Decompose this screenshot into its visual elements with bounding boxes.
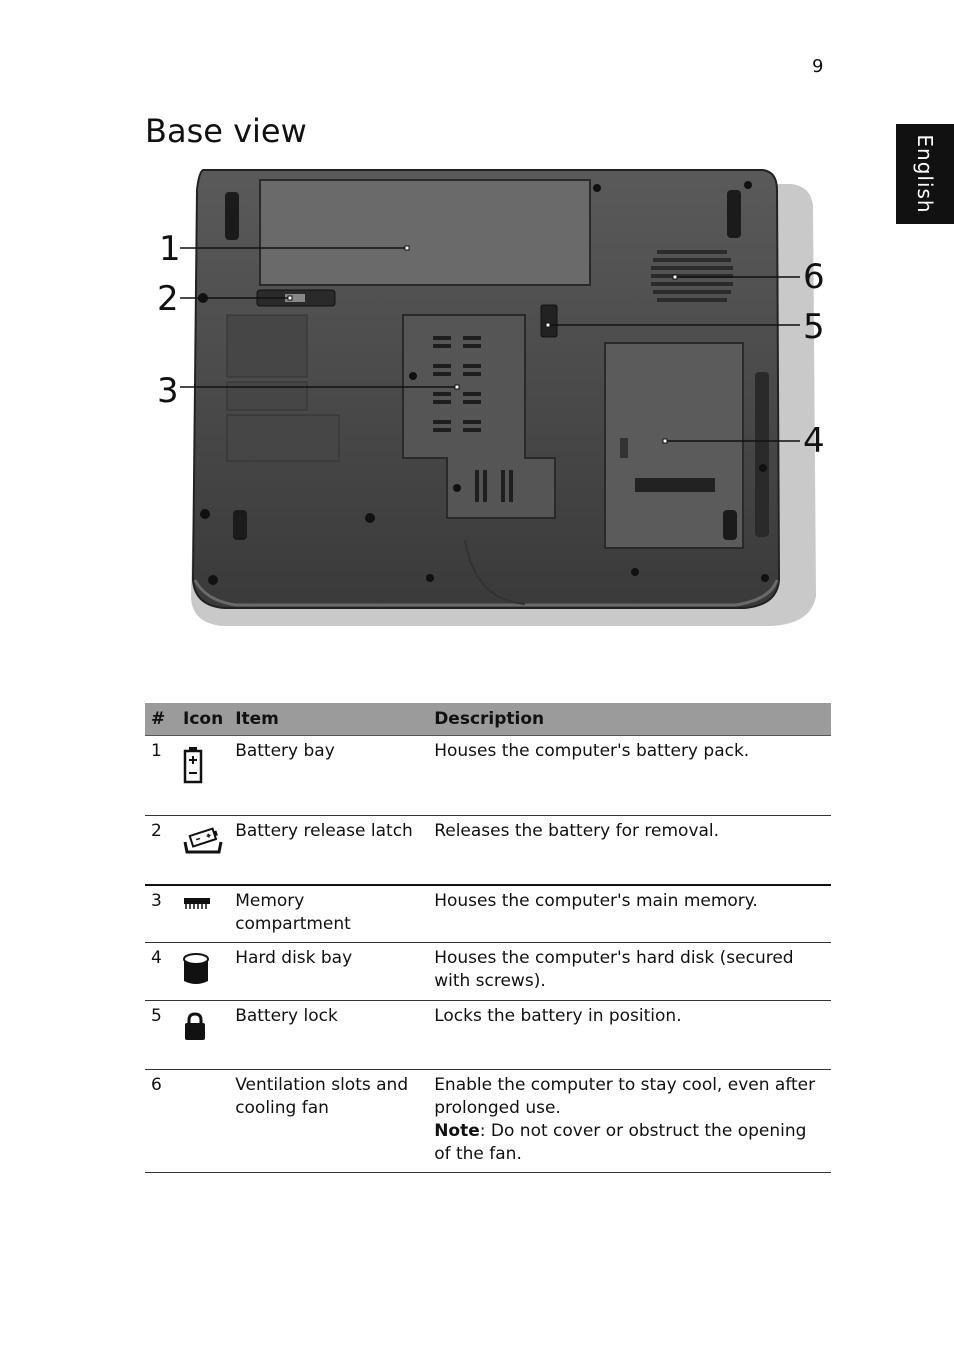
battery-icon	[183, 746, 203, 784]
battery-release-icon	[183, 826, 223, 856]
laptop-base-illustration	[145, 160, 835, 640]
row-item: Battery release latch	[229, 816, 428, 885]
components-table	[145, 703, 831, 1173]
row-description: Houses the computer's main memory.	[428, 885, 831, 943]
row-item: Battery lock	[229, 1000, 428, 1069]
language-tab	[896, 124, 954, 224]
page-number: 9	[812, 56, 824, 77]
row-item: Memory compartment	[229, 885, 428, 943]
table-row	[145, 942, 831, 1000]
table-row	[145, 816, 831, 885]
note-label: Note	[434, 1120, 480, 1141]
icon-cell	[177, 816, 229, 885]
table-row	[145, 1069, 831, 1172]
row-item: Battery bay	[229, 736, 428, 816]
laptop-base-figure	[145, 160, 835, 640]
icon-cell	[177, 736, 229, 816]
callout-6: 6	[803, 257, 825, 297]
language-tab-label: English	[913, 134, 937, 214]
row-number: 4	[145, 942, 177, 1000]
table-row	[145, 736, 831, 816]
table-row	[145, 1000, 831, 1069]
row-description: Houses the computer's hard disk (secured with screws).	[428, 942, 831, 1000]
header-number: #	[145, 703, 177, 736]
row-description: Locks the battery in position.	[428, 1000, 831, 1069]
note-text: : Do not cover or obstruct the opening of the fan.	[434, 1120, 807, 1164]
callout-3: 3	[157, 371, 179, 411]
callout-2: 2	[157, 279, 179, 319]
header-description: Description	[428, 703, 831, 736]
table-row	[145, 885, 831, 943]
icon-cell	[177, 1000, 229, 1069]
row-description: Releases the battery for removal.	[428, 816, 831, 885]
row-description-text: Enable the computer to stay cool, even after prolonged use.	[434, 1074, 816, 1118]
row-number: 2	[145, 816, 177, 885]
row-number: 6	[145, 1069, 177, 1172]
row-number: 3	[145, 885, 177, 943]
row-description	[428, 1069, 831, 1172]
row-item: Hard disk bay	[229, 942, 428, 1000]
header-item: Item	[229, 703, 428, 736]
icon-cell	[177, 942, 229, 1000]
lock-icon	[183, 1011, 207, 1041]
icon-cell	[177, 885, 229, 943]
icon-cell	[177, 1069, 229, 1172]
row-number: 5	[145, 1000, 177, 1069]
row-description: Houses the computer's battery pack.	[428, 736, 831, 816]
callout-4: 4	[803, 421, 825, 461]
table-header-row	[145, 703, 831, 736]
header-icon: Icon	[177, 703, 229, 736]
row-item: Ventilation slots and cooling fan	[229, 1069, 428, 1172]
callout-5: 5	[803, 307, 825, 347]
hard-disk-icon	[183, 953, 209, 987]
row-number: 1	[145, 736, 177, 816]
page-title: Base view	[145, 112, 307, 150]
callout-1: 1	[159, 229, 181, 269]
memory-icon	[183, 896, 211, 910]
